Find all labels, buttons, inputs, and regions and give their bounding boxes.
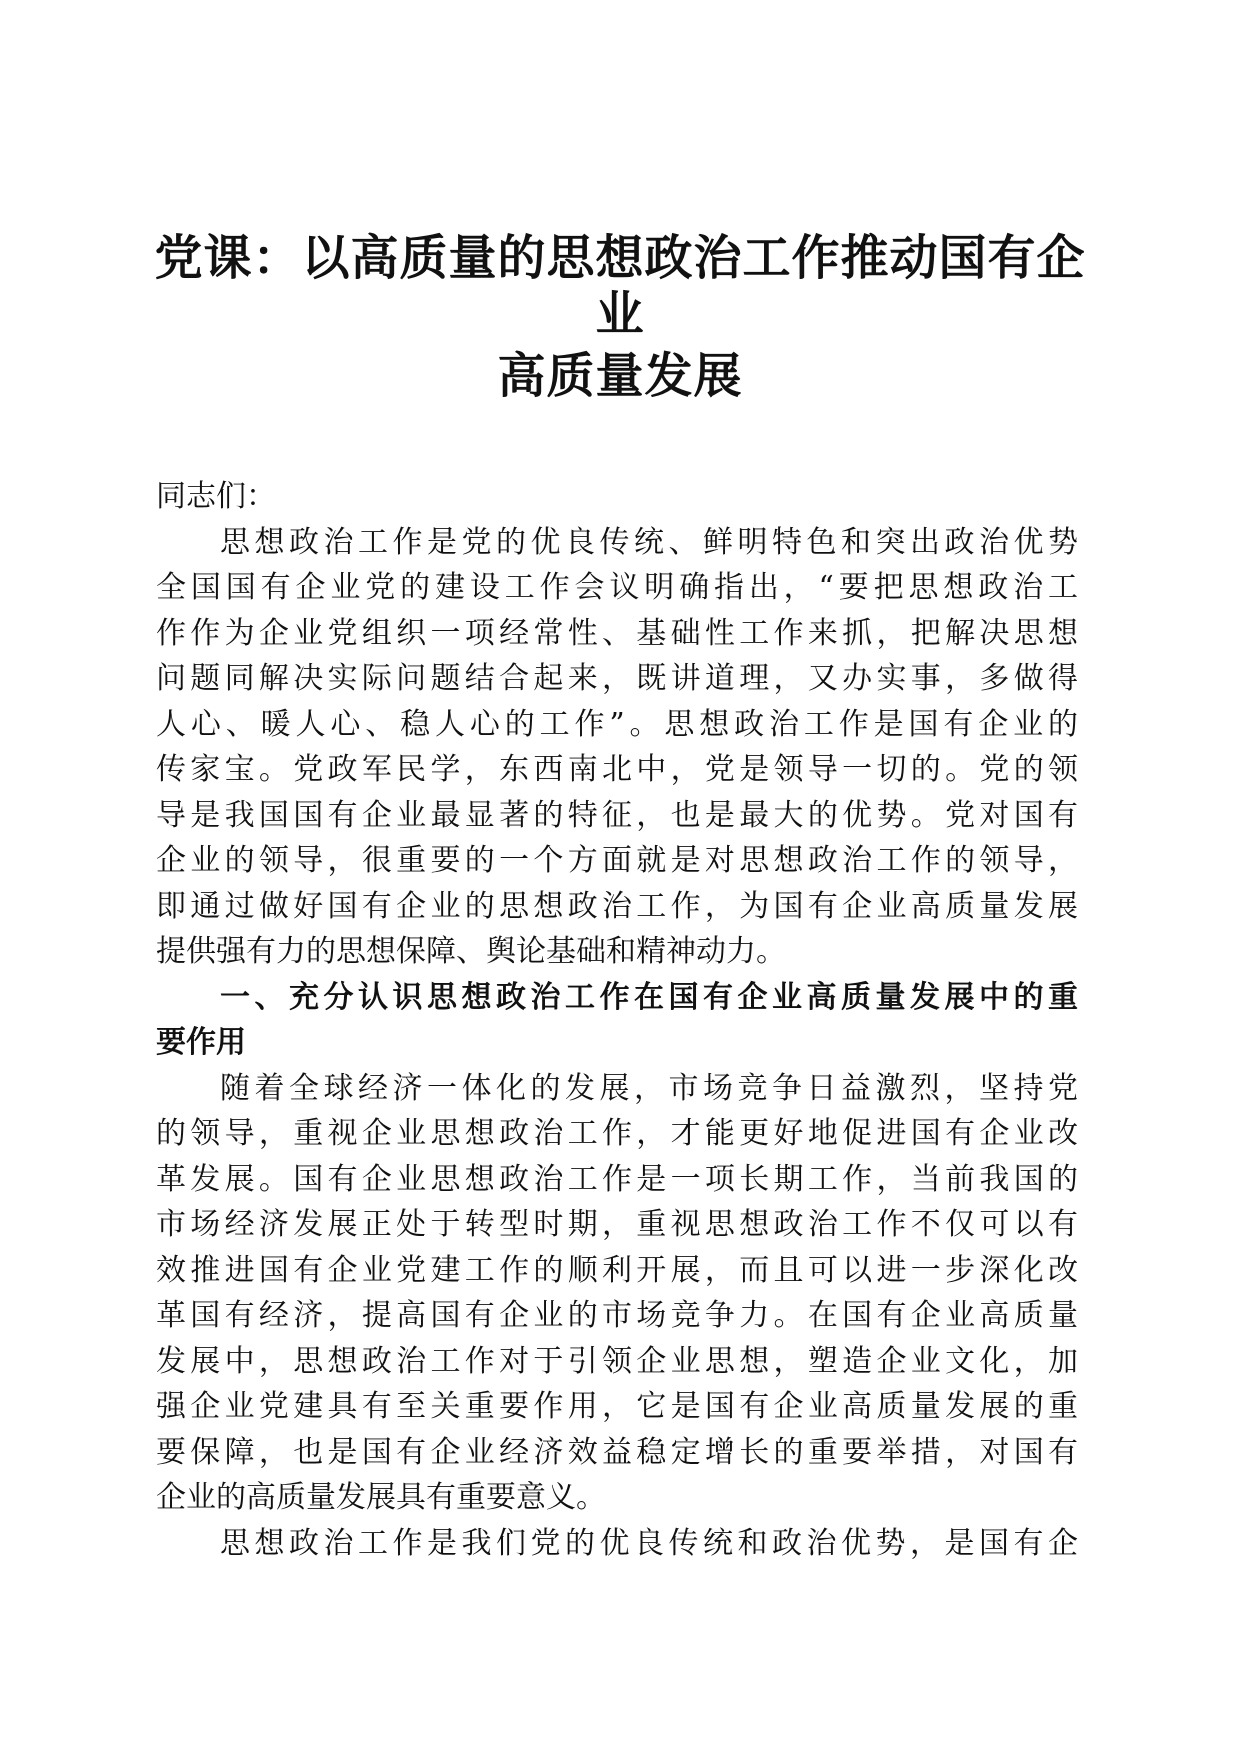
paragraph-1-line: 人心、暖人心、稳人心的工作”。思想政治工作是国有企业的 [156, 706, 1078, 742]
paragraph-2-line: 企业的高质量发展具有重要意义。 [156, 1480, 606, 1515]
document-title-line-1: 党课：以高质量的思想政治工作推动国有企业 [154, 230, 1086, 342]
paragraph-1-line: 导是我国国有企业最显著的特征，也是最大的优势。党对国有 [156, 797, 1078, 833]
paragraph-2-line: 革国有经济，提高国有企业的市场竞争力。在国有企业高质量 [156, 1298, 1078, 1333]
paragraph-3-line: 思想政治工作是我们党的优良传统和政治优势，是国有企 [220, 1525, 1078, 1561]
paragraph-1-line: 企业的领导，很重要的一个方面就是对思想政治工作的领导， [156, 843, 1078, 878]
paragraph-2-line: 要保障，也是国有企业经济效益稳定增长的重要举措，对国有 [156, 1434, 1078, 1470]
section-heading-line: 要作用 [156, 1025, 246, 1060]
paragraph-1-line: 提供强有力的思想保障、舆论基础和精神动力。 [156, 934, 786, 969]
paragraph-2-line: 市场经济发展正处于转型时期，重视思想政治工作不仅可以有 [156, 1207, 1078, 1242]
paragraph-2-line: 强企业党建具有至关重要作用，它是国有企业高质量发展的重 [156, 1389, 1078, 1424]
paragraph-1-line: 传家宝。党政军民学，东西南北中，党是领导一切的。党的领 [156, 752, 1078, 787]
paragraph-2-line: 发展中，思想政治工作对于引领企业思想，塑造企业文化，加 [156, 1343, 1078, 1379]
paragraph-1-line: 即通过做好国有企业的思想政治工作，为国有企业高质量发展 [156, 888, 1078, 924]
paragraph-2-line: 革发展。国有企业思想政治工作是一项长期工作，当前我国的 [156, 1161, 1078, 1197]
document-title-line-2: 高质量发展 [497, 348, 743, 404]
paragraph-1-line: 全国国有企业党的建设工作会议明确指出，“要把思想政治工 [156, 570, 1078, 605]
salutation: 同志们： [156, 479, 276, 514]
section-heading-line: 一、充分认识思想政治工作在国有企业高质量发展中的重 [220, 979, 1078, 1015]
paragraph-2-line: 的领导，重视企业思想政治工作，才能更好地促进国有企业改 [156, 1116, 1078, 1151]
paragraph-1-line: 思想政治工作是党的优良传统、鲜明特色和突出政治优势 [220, 524, 1078, 560]
document-body [156, 474, 1078, 1566]
paragraph-1-line: 问题同解决实际问题结合起来，既讲道理，又办实事，多做得 [156, 661, 1078, 696]
paragraph-1-line: 作作为企业党组织一项经常性、基础性工作来抓，把解决思想 [156, 615, 1078, 651]
paragraph-2-line: 效推进国有企业党建工作的顺利开展，而且可以进一步深化改 [156, 1252, 1078, 1288]
paragraph-2-line: 随着全球经济一体化的发展，市场竞争日益激烈，坚持党 [220, 1070, 1078, 1106]
